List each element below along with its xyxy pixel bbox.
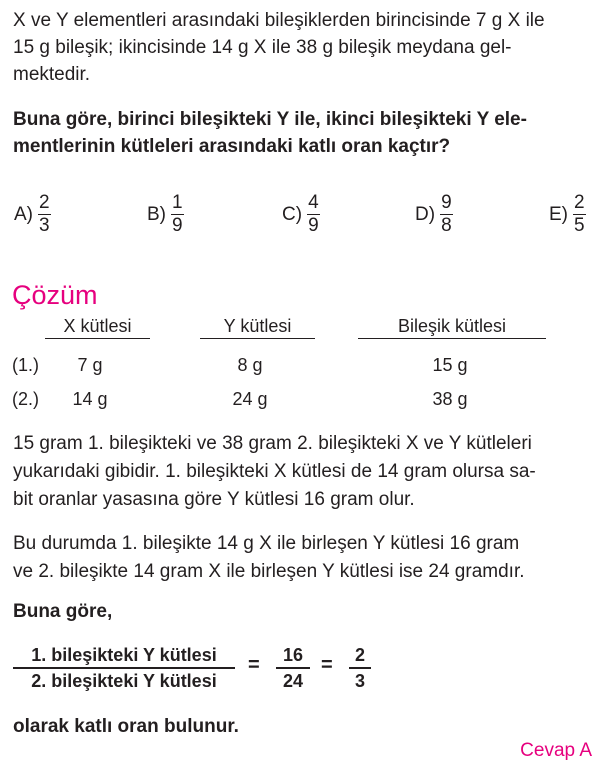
choice-fraction	[38, 192, 51, 237]
header-x-mass: X kütlesi	[63, 316, 132, 336]
question-line-3: mektedir.	[13, 64, 91, 85]
choice-label: A)	[14, 203, 33, 225]
choice-label: B)	[147, 203, 166, 225]
solution-para1-line-2: yukarıdaki gibidir. 1. bileşikteki X kütlesi de 14 gram olursa sa-	[13, 461, 536, 482]
cell-compound: 15 g	[432, 355, 468, 375]
denominator: 8	[441, 215, 452, 236]
denominator: 3	[349, 667, 371, 693]
choice-fraction	[307, 192, 320, 237]
row-label: (2.)	[12, 389, 39, 409]
ratio-label-fraction	[13, 643, 235, 693]
row-label: (1.)	[12, 355, 39, 375]
ratio-result-fraction	[349, 643, 371, 693]
question-line-2: 15 g bileşik; ikincisinde 14 g X ile 38 g bileşik meydana gel-	[13, 37, 512, 58]
choice-fraction	[440, 192, 453, 237]
denominator: 9	[308, 215, 319, 236]
question-prompt-line-1: Buna göre, birinci bileşikteki Y ile, ikinci bileşikteki Y ele-	[13, 109, 527, 130]
numerator: 9	[441, 192, 452, 213]
header-underline	[358, 338, 546, 339]
numerator: 4	[308, 192, 319, 213]
solution-para2-line-2: ve 2. bileşikte 14 gram X ile birleşen Y kütlesi ise 24 gramdır.	[13, 561, 525, 582]
choice-label: E)	[549, 203, 568, 225]
choice-b[interactable]	[147, 192, 184, 237]
choice-fraction	[171, 192, 184, 237]
denominator: 3	[39, 215, 50, 236]
header-underline	[200, 338, 315, 339]
solution-title: Çözüm	[12, 280, 98, 310]
header-compound-mass: Bileşik kütlesi	[397, 316, 507, 336]
question-line-1: X ve Y elementleri arasındaki bileşiklerden birincisinde 7 g X ile	[13, 10, 545, 31]
cell-x: 7 g	[77, 355, 103, 375]
cell-y: 24 g	[232, 389, 268, 409]
numerator: 1	[172, 192, 183, 213]
solution-para1-line-1: 15 gram 1. bileşikteki ve 38 gram 2. bileşikteki X ve Y kütleleri	[13, 433, 532, 454]
header-underline	[45, 338, 150, 339]
equals-sign: =	[248, 654, 260, 676]
ratio-value-fraction	[276, 643, 310, 693]
question-prompt-line-2: mentlerinin kütleleri arasındaki katlı oran kaçtır?	[13, 136, 451, 157]
answer-label: Cevap A	[520, 740, 592, 761]
buna-gore-label: Buna göre,	[13, 601, 113, 622]
choice-a[interactable]	[14, 192, 51, 237]
numerator: 1. bileşikteki Y kütlesi	[31, 645, 217, 665]
numerator: 2	[39, 192, 50, 213]
conclusion-text: olarak katlı oran bulunur.	[13, 716, 239, 737]
choice-label: D)	[415, 203, 436, 225]
numerator: 16	[282, 645, 304, 665]
choice-label: C)	[282, 203, 303, 225]
denominator: 9	[172, 215, 183, 236]
numerator: 2	[354, 645, 365, 665]
denominator: 24	[276, 667, 310, 693]
denominator: 5	[574, 215, 585, 236]
choice-d[interactable]	[415, 192, 453, 237]
numerator: 2	[574, 192, 585, 213]
denominator: 2. bileşikteki Y kütlesi	[13, 667, 235, 693]
choice-c[interactable]	[282, 192, 320, 237]
header-y-mass: Y kütlesi	[223, 316, 292, 336]
cell-x: 14 g	[72, 389, 108, 409]
solution-para1-line-3: bit oranlar yasasına göre Y kütlesi 16 gram olur.	[13, 489, 415, 510]
cell-compound: 38 g	[432, 389, 468, 409]
choice-fraction	[573, 192, 586, 237]
choice-e[interactable]	[549, 192, 586, 237]
cell-y: 8 g	[237, 355, 263, 375]
solution-para2-line-1: Bu durumda 1. bileşikte 14 g X ile birleşen Y kütlesi 16 gram	[13, 533, 520, 554]
equals-sign: =	[321, 654, 333, 676]
